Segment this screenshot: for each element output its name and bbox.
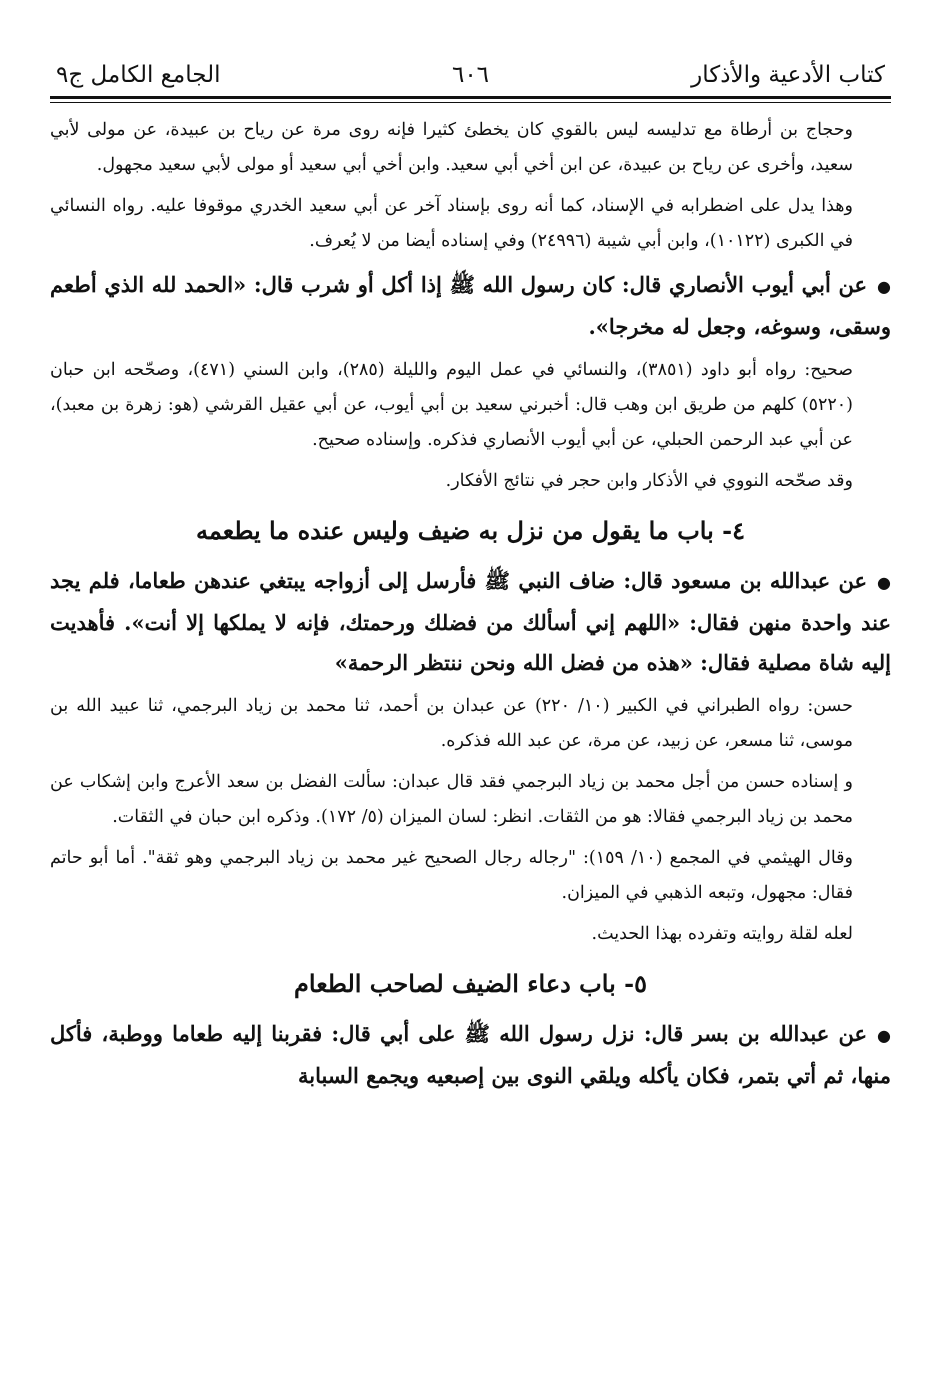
hadith-text bbox=[50, 1014, 891, 1096]
page-header bbox=[50, 62, 891, 94]
chapter-title: ٥- باب دعاء الضيف لصاحب الطعام bbox=[294, 969, 647, 998]
header-rule-thin bbox=[50, 102, 891, 103]
hadith-text bbox=[50, 265, 891, 347]
chapter-title: ٤- باب ما يقول من نزل به ضيف وليس عنده ما يطعمه bbox=[196, 516, 745, 545]
paragraph: وهذا يدل على اضطرابه في الإسناد، كما أنه روى بإسناد آخر عن أبي سعيد الخدري موقوفا عليه. رواه النسائي في الكبرى (١٠١٢٢)، وابن أبي شيبة (٢٤٩٩٦) وفي إسناده أيضا من لا يُعرف. bbox=[50, 196, 853, 251]
header-rule-thick bbox=[50, 96, 891, 99]
paragraph: و إسناده حسن من أجل محمد بن زياد البرجمي فقد قال عبدان: سألت الفضل بن سعد الأعرج وابن إشكاب عن محمد بن زياد البرجمي فقالا: هو من الثقات. انظر: لسان الميزان (٥/ ١٧٢). وذكره ابن حبان في الثقات. bbox=[50, 772, 853, 827]
paragraph: لعله لقلة روايته وتفرده بهذا الحديث. bbox=[591, 924, 853, 944]
paragraph: حسن: رواه الطبراني في الكبير (١٠/ ٢٢٠) عن عبدان بن أحمد، ثنا محمد بن زياد البرجمي، ثنا عبيد الله بن موسى، ثنا مسعر، عن زبيد، عن مرة، عن عبد الله فذكره. bbox=[50, 696, 853, 751]
bullet-icon: ● bbox=[877, 573, 891, 592]
paragraph: وقال الهيثمي في المجمع (١٠/ ١٥٩): "رجاله رجال الصحيح غير محمد بن زياد البرجمي وهو ثقة". أما أبو حاتم فقال: مجهول، وتبعه الذهبي في الميزان. bbox=[50, 848, 853, 903]
hadith-body: عن عبدالله بن بسر قال: نزل رسول الله ﷺ على أبي قال: فقربنا إليه طعاما ووطبة، فأكل منها، ثم أتي بتمر، فكان يأكله ويلقي النوى بين إصبعيه ويجمع السبابة bbox=[50, 1021, 891, 1088]
bullet-icon: ● bbox=[877, 1026, 891, 1045]
paragraph: وقد صحّحه النووي في الأذكار وابن حجر في نتائج الأفكار. bbox=[445, 471, 853, 491]
bullet-icon: ● bbox=[877, 277, 891, 296]
paragraph: صحيح: رواه أبو داود (٣٨٥١)، والنسائي في عمل اليوم والليلة (٢٨٥)، وابن السني (٤٧١)، وصحّحه ابن حبان (٥٢٢٠) كلهم من طريق ابن وهب قال: أخبرني سعيد بن أبي أيوب، عن أبي عقيل القرشي (هو: زهرة بن معبد)، عن أبي عبد الرحمن الحبلي، عن أبي أيوب الأنصاري فذكره. وإسناده صحيح. bbox=[50, 360, 854, 450]
paragraph: وحجاج بن أرطاة مع تدليسه ليس بالقوي كان يخطئ كثيرا فإنه روى مرة عن رياح بن عبيدة، عن مولى لأبي سعيد، وأخرى عن رياح بن عبيدة، عن ابن أخي أبي سعيد. وابن أخي أبي سعيد أو مولى لأبي سعيد مجهول. bbox=[50, 120, 853, 175]
hadith-body: عن أبي أيوب الأنصاري قال: كان رسول الله ﷺ إذا أكل أو شرب قال: «الحمد لله الذي أطعم وسقى، وسوغه، وجعل له مخرجا». bbox=[50, 272, 891, 339]
volume-label: الجامع الكامل ج٩ bbox=[56, 62, 221, 88]
book-title: كتاب الأدعية والأذكار bbox=[691, 62, 885, 88]
hadith-body: عن عبدالله بن مسعود قال: ضاف النبي ﷺ فأرسل إلى أزواجه يبتغي عندهن طعاما، فلم يجد عند واحدة منهن فقال: «اللهم إني أسألك من فضلك ورحمتك، فإنه لا يملكها إلا أنت». فأهديت إليه شاة مصلية فقال: «هذه من فضل الله ونحن ننتظر الرحمة» bbox=[50, 568, 891, 675]
hadith-text bbox=[50, 561, 891, 683]
page-number: ٦٠٦ bbox=[451, 62, 490, 88]
